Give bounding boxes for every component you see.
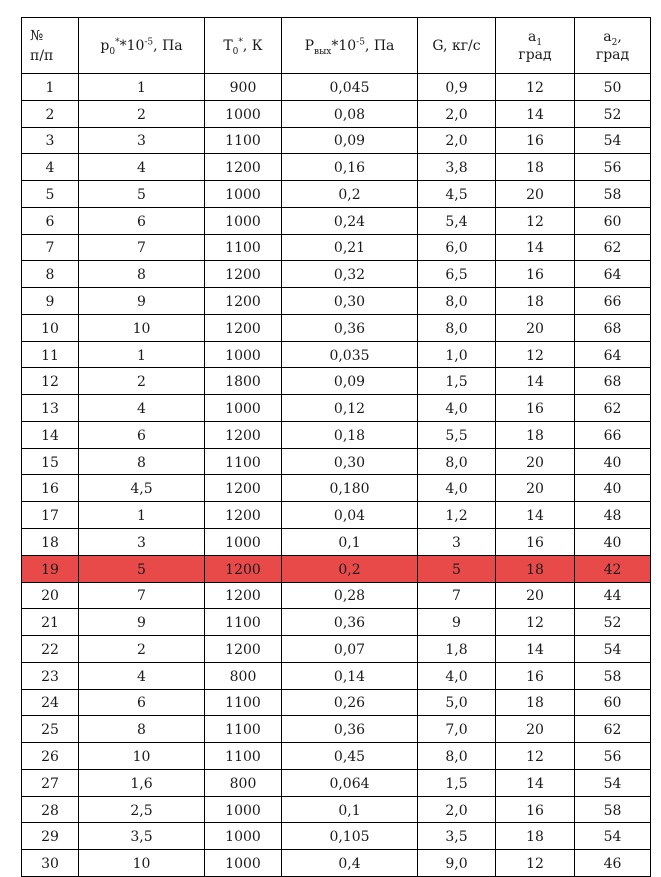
cell-row-number: 27: [22, 769, 79, 796]
cell-p0: 7: [79, 582, 205, 609]
cell-row-number: 23: [22, 662, 79, 689]
cell-a1: 12: [496, 850, 575, 877]
cell-p0: 1: [79, 74, 205, 101]
cell-row-number: 21: [22, 609, 79, 636]
cell-a2: 52: [575, 100, 651, 127]
cell-t0: 1100: [205, 743, 282, 770]
cell-row-number: 12: [22, 368, 79, 395]
cell-row-number: 16: [22, 475, 79, 502]
cell-a1: 14: [496, 502, 575, 529]
cell-p0: 2: [79, 100, 205, 127]
cell-a2: 56: [575, 743, 651, 770]
cell-t0: 1200: [205, 636, 282, 663]
cell-row-number: 14: [22, 421, 79, 448]
cell-a2: 64: [575, 341, 651, 368]
cell-row-number: 6: [22, 207, 79, 234]
cell-g: 5: [418, 555, 496, 582]
cell-a2: 40: [575, 475, 651, 502]
cell-a1: 12: [496, 743, 575, 770]
table-row[interactable]: [22, 636, 651, 663]
cell-g: 1,2: [418, 502, 496, 529]
cell-a2: 58: [575, 181, 651, 208]
cell-p-out: 0,045: [282, 74, 418, 101]
cell-p0: 6: [79, 421, 205, 448]
cell-p-out: 0,08: [282, 100, 418, 127]
cell-a1: 16: [496, 395, 575, 422]
cell-a2: 46: [575, 850, 651, 877]
cell-p-out: 0,16: [282, 154, 418, 181]
cell-a2: 66: [575, 288, 651, 315]
cell-p-out: 0,36: [282, 314, 418, 341]
cell-a1: 18: [496, 823, 575, 850]
cell-a1: 20: [496, 181, 575, 208]
cell-a1: 14: [496, 769, 575, 796]
cell-p0: 8: [79, 716, 205, 743]
cell-a1: 12: [496, 207, 575, 234]
cell-g: 4,0: [418, 475, 496, 502]
cell-row-number: 5: [22, 181, 79, 208]
table-row[interactable]: [22, 314, 651, 341]
cell-p0: 9: [79, 609, 205, 636]
cell-p0: 10: [79, 314, 205, 341]
table-header-row: [22, 18, 651, 74]
cell-t0: 1200: [205, 475, 282, 502]
cell-p-out: 0,09: [282, 127, 418, 154]
cell-row-number: 2: [22, 100, 79, 127]
variants-table-container: [21, 17, 651, 877]
cell-a2: 60: [575, 207, 651, 234]
cell-g: 2,0: [418, 100, 496, 127]
cell-row-number: 19: [22, 555, 79, 582]
cell-g: 4,0: [418, 662, 496, 689]
cell-a1: 14: [496, 368, 575, 395]
cell-row-number: 13: [22, 395, 79, 422]
cell-p-out: 0,04: [282, 502, 418, 529]
cell-a1: 18: [496, 689, 575, 716]
table-row[interactable]: [22, 662, 651, 689]
cell-t0: 1000: [205, 395, 282, 422]
cell-p-out: 0,28: [282, 582, 418, 609]
cell-p-out: 0,36: [282, 716, 418, 743]
cell-t0: 1000: [205, 529, 282, 556]
table-row[interactable]: [22, 341, 651, 368]
cell-g: 8,0: [418, 743, 496, 770]
table-row[interactable]: [22, 769, 651, 796]
cell-t0: 800: [205, 769, 282, 796]
cell-p-out: 0,30: [282, 448, 418, 475]
cell-g: 8,0: [418, 314, 496, 341]
cell-p-out: 0,12: [282, 395, 418, 422]
cell-t0: 1000: [205, 341, 282, 368]
cell-a1: 20: [496, 716, 575, 743]
cell-row-number: 10: [22, 314, 79, 341]
table-row[interactable]: [22, 127, 651, 154]
cell-row-number: 25: [22, 716, 79, 743]
cell-p-out: 0,2: [282, 555, 418, 582]
cell-t0: 1200: [205, 288, 282, 315]
header-row-number: [22, 18, 79, 74]
cell-row-number: 29: [22, 823, 79, 850]
cell-p0: 2: [79, 636, 205, 663]
cell-g: 8,0: [418, 288, 496, 315]
cell-a1: 16: [496, 261, 575, 288]
table-row-selected[interactable]: [22, 555, 651, 582]
cell-p0: 4: [79, 395, 205, 422]
cell-p0: 8: [79, 448, 205, 475]
cell-g: 7: [418, 582, 496, 609]
cell-row-number: 20: [22, 582, 79, 609]
header-number-sign: №: [30, 27, 44, 44]
cell-p-out: 0,45: [282, 743, 418, 770]
cell-a1: 18: [496, 555, 575, 582]
cell-row-number: 22: [22, 636, 79, 663]
table-row[interactable]: [22, 609, 651, 636]
cell-t0: 900: [205, 74, 282, 101]
cell-row-number: 9: [22, 288, 79, 315]
cell-p-out: 0,2: [282, 181, 418, 208]
table-row[interactable]: [22, 207, 651, 234]
cell-g: 1,8: [418, 636, 496, 663]
cell-t0: 1200: [205, 314, 282, 341]
cell-p-out: 0,30: [282, 288, 418, 315]
cell-p0: 10: [79, 743, 205, 770]
cell-t0: 1000: [205, 796, 282, 823]
table-row[interactable]: [22, 529, 651, 556]
cell-t0: 1200: [205, 502, 282, 529]
header-g: G, кг/с: [418, 18, 496, 74]
cell-t0: 1000: [205, 850, 282, 877]
cell-g: 4,5: [418, 181, 496, 208]
cell-a2: 62: [575, 234, 651, 261]
cell-p-out: 0,064: [282, 769, 418, 796]
header-p0: $p_0^**10^{-5}$, Па: [79, 18, 205, 74]
cell-row-number: 8: [22, 261, 79, 288]
cell-row-number: 15: [22, 448, 79, 475]
cell-row-number: 4: [22, 154, 79, 181]
table-row[interactable]: [22, 716, 651, 743]
cell-a1: 16: [496, 127, 575, 154]
cell-a2: 48: [575, 502, 651, 529]
table-row[interactable]: [22, 74, 651, 101]
cell-p0: 1: [79, 502, 205, 529]
cell-a2: 52: [575, 609, 651, 636]
cell-g: 3,5: [418, 823, 496, 850]
table-row[interactable]: [22, 689, 651, 716]
cell-p0: 1,6: [79, 769, 205, 796]
cell-p-out: 0,4: [282, 850, 418, 877]
cell-row-number: 17: [22, 502, 79, 529]
cell-t0: 1200: [205, 582, 282, 609]
cell-p-out: 0,26: [282, 689, 418, 716]
cell-g: 6,5: [418, 261, 496, 288]
cell-a1: 18: [496, 154, 575, 181]
cell-p0: 8: [79, 261, 205, 288]
header-t0: $T_0^*$, К: [205, 18, 282, 74]
cell-a2: 56: [575, 154, 651, 181]
table-row[interactable]: [22, 288, 651, 315]
cell-p-out: 0,32: [282, 261, 418, 288]
cell-row-number: 24: [22, 689, 79, 716]
cell-t0: 1200: [205, 555, 282, 582]
table-row[interactable]: [22, 823, 651, 850]
cell-t0: 1100: [205, 127, 282, 154]
cell-p-out: 0,36: [282, 609, 418, 636]
cell-p0: 5: [79, 181, 205, 208]
cell-a2: 68: [575, 314, 651, 341]
cell-p0: 4: [79, 662, 205, 689]
cell-p-out: 0,1: [282, 529, 418, 556]
table-row[interactable]: [22, 234, 651, 261]
cell-t0: 1800: [205, 368, 282, 395]
table-row[interactable]: [22, 154, 651, 181]
cell-a2: 62: [575, 395, 651, 422]
cell-p-out: 0,14: [282, 662, 418, 689]
cell-t0: 1200: [205, 261, 282, 288]
cell-a2: 44: [575, 582, 651, 609]
cell-p0: 4: [79, 154, 205, 181]
cell-a1: 20: [496, 448, 575, 475]
table-row[interactable]: [22, 181, 651, 208]
variants-table: [21, 17, 651, 877]
cell-g: 9,0: [418, 850, 496, 877]
cell-row-number: 1: [22, 74, 79, 101]
cell-a1: 18: [496, 421, 575, 448]
table-row[interactable]: [22, 475, 651, 502]
table-row[interactable]: [22, 582, 651, 609]
table-row[interactable]: [22, 100, 651, 127]
cell-g: 3: [418, 529, 496, 556]
cell-a1: 16: [496, 662, 575, 689]
cell-p0: 2: [79, 368, 205, 395]
cell-a2: 60: [575, 689, 651, 716]
table-body: [22, 74, 651, 877]
cell-p0: 3,5: [79, 823, 205, 850]
cell-a1: 12: [496, 609, 575, 636]
cell-t0: 1200: [205, 421, 282, 448]
header-p-out: $P_{вых}*10^{-5}$, Па: [282, 18, 418, 74]
cell-t0: 1100: [205, 448, 282, 475]
table-row[interactable]: [22, 502, 651, 529]
cell-p0: 1: [79, 341, 205, 368]
cell-a2: 54: [575, 127, 651, 154]
cell-t0: 1000: [205, 823, 282, 850]
cell-a2: 58: [575, 796, 651, 823]
cell-g: 8,0: [418, 448, 496, 475]
cell-g: 5,0: [418, 689, 496, 716]
cell-g: 9: [418, 609, 496, 636]
cell-a2: 54: [575, 636, 651, 663]
cell-a1: 20: [496, 475, 575, 502]
cell-t0: 1100: [205, 609, 282, 636]
cell-row-number: 3: [22, 127, 79, 154]
cell-p0: 2,5: [79, 796, 205, 823]
cell-a2: 62: [575, 716, 651, 743]
cell-a2: 58: [575, 662, 651, 689]
table-row[interactable]: [22, 261, 651, 288]
cell-a2: 68: [575, 368, 651, 395]
cell-t0: 1200: [205, 154, 282, 181]
cell-g: 2,0: [418, 127, 496, 154]
table-row[interactable]: [22, 850, 651, 877]
cell-p-out: 0,24: [282, 207, 418, 234]
cell-t0: 1100: [205, 716, 282, 743]
header-a1: $a_1$ град: [496, 18, 575, 74]
cell-a1: 12: [496, 74, 575, 101]
cell-p0: 6: [79, 689, 205, 716]
header-number-abbr: п/п: [30, 47, 54, 64]
cell-a1: 14: [496, 100, 575, 127]
cell-g: 0,9: [418, 74, 496, 101]
cell-a2: 50: [575, 74, 651, 101]
cell-p0: 3: [79, 529, 205, 556]
cell-row-number: 28: [22, 796, 79, 823]
cell-row-number: 18: [22, 529, 79, 556]
cell-g: 1,5: [418, 769, 496, 796]
cell-a1: 20: [496, 582, 575, 609]
table-row[interactable]: [22, 448, 651, 475]
cell-p0: 7: [79, 234, 205, 261]
cell-t0: 1000: [205, 181, 282, 208]
cell-g: 4,0: [418, 395, 496, 422]
cell-g: 5,5: [418, 421, 496, 448]
cell-row-number: 11: [22, 341, 79, 368]
cell-row-number: 26: [22, 743, 79, 770]
table-row[interactable]: [22, 368, 651, 395]
table-row[interactable]: [22, 421, 651, 448]
cell-a2: 40: [575, 448, 651, 475]
cell-a2: 42: [575, 555, 651, 582]
cell-a1: 14: [496, 636, 575, 663]
cell-a1: 18: [496, 288, 575, 315]
cell-row-number: 7: [22, 234, 79, 261]
cell-p0: 6: [79, 207, 205, 234]
table-row[interactable]: [22, 796, 651, 823]
header-a2: $a_2$, град: [575, 18, 651, 74]
cell-a2: 54: [575, 823, 651, 850]
cell-a1: 20: [496, 314, 575, 341]
cell-g: 1,5: [418, 368, 496, 395]
cell-a1: 14: [496, 234, 575, 261]
cell-a2: 64: [575, 261, 651, 288]
table-row[interactable]: [22, 743, 651, 770]
cell-p-out: 0,180: [282, 475, 418, 502]
table-row[interactable]: [22, 395, 651, 422]
cell-p-out: 0,09: [282, 368, 418, 395]
cell-g: 1,0: [418, 341, 496, 368]
cell-p-out: 0,07: [282, 636, 418, 663]
cell-p0: 5: [79, 555, 205, 582]
cell-a2: 54: [575, 769, 651, 796]
cell-p0: 4,5: [79, 475, 205, 502]
cell-a1: 12: [496, 341, 575, 368]
cell-p-out: 0,21: [282, 234, 418, 261]
cell-p0: 3: [79, 127, 205, 154]
cell-p-out: 0,105: [282, 823, 418, 850]
cell-a2: 40: [575, 529, 651, 556]
cell-g: 2,0: [418, 796, 496, 823]
cell-g: 3,8: [418, 154, 496, 181]
cell-a1: 16: [496, 796, 575, 823]
cell-t0: 1000: [205, 100, 282, 127]
cell-p0: 10: [79, 850, 205, 877]
cell-t0: 1100: [205, 234, 282, 261]
cell-p-out: 0,18: [282, 421, 418, 448]
cell-p-out: 0,035: [282, 341, 418, 368]
cell-g: 5,4: [418, 207, 496, 234]
cell-t0: 800: [205, 662, 282, 689]
cell-g: 7,0: [418, 716, 496, 743]
cell-row-number: 30: [22, 850, 79, 877]
cell-p0: 9: [79, 288, 205, 315]
cell-g: 6,0: [418, 234, 496, 261]
cell-t0: 1100: [205, 689, 282, 716]
cell-a1: 16: [496, 529, 575, 556]
cell-t0: 1000: [205, 207, 282, 234]
cell-a2: 66: [575, 421, 651, 448]
cell-p-out: 0,1: [282, 796, 418, 823]
